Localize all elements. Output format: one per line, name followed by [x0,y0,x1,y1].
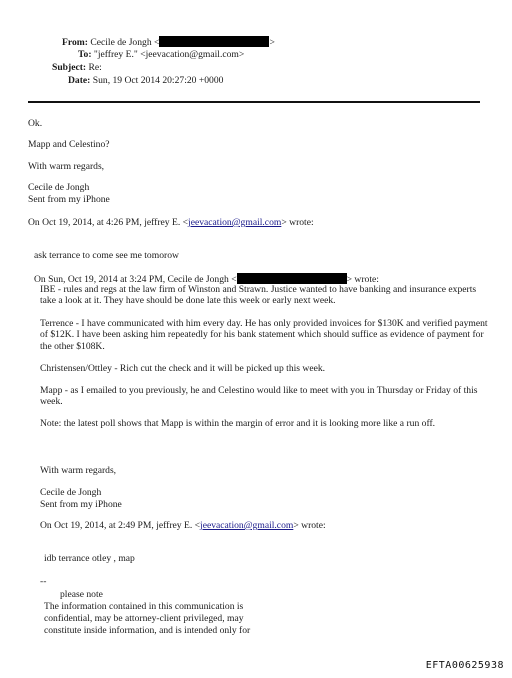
reply2-sig-device: Sent from my iPhone [40,499,122,510]
quote3-intro-pre: On Oct 19, 2014, at 2:49 PM, jeffrey E. < [40,520,201,531]
from-label: From: [62,37,88,48]
quote2-ibe: IBE - rules and regs at the law firm of Winston and Strawn. Justice wanted to have banking and insurance experts take a look at it. They have should be done late this week or early next week. [40,284,477,307]
quote3-separator: -- [40,576,47,587]
quote2-christensen: Christensen/Ottley - Rich cut the check and it will be picked up this week. [40,363,326,374]
quote2-terrence: Terrence - I have communicated with him every day. He has only provided invoices for $130K and verified payment of $12K. I have been asking him repeatedly for his bank statement which should suffice as evidence of payment for the other $108K. [40,318,488,352]
from-value: Cecile de Jongh < [90,37,160,48]
from-tail: > [269,37,275,48]
quote2-intro-post: > wrote: [346,274,379,285]
document-id: EFTA00625938 [425,660,504,671]
date-label: Date: [68,75,91,86]
reply1-question: Mapp and Celestino? [28,139,110,150]
quote3-intro [40,520,326,531]
header-from [62,36,275,48]
header-date [68,75,223,86]
subject-label: Subject: [52,62,87,73]
subject-value: Re: [88,62,102,73]
quote2-note: Note: the latest poll shows that Mapp is within the margin of error and it is looking more like a run off. [40,418,436,429]
quote3-email-link[interactable]: jeevacation@gmail.com [200,520,294,531]
quote3-note-title: please note [60,589,103,600]
quote3-note-line1: The information contained in this communication is [44,601,244,612]
reply1-sig-device: Sent from my iPhone [28,194,110,205]
reply1-sig-name: Cecile de Jongh [28,182,90,193]
quote3-intro-post: > wrote: [293,520,326,531]
reply1-ok: Ok. [28,118,43,129]
quote1-intro-post: > wrote: [281,217,314,228]
quote1-body: ask terrance to come see me tomorow [34,250,179,261]
to-label: To: [78,49,92,60]
reply1-regards: With warm regards, [28,161,105,172]
quote2-intro-pre: On Sun, Oct 19, 2014 at 3:24 PM, Cecile de Jongh < [34,274,237,285]
header-divider [28,101,480,103]
header-subject [52,62,102,73]
quote2-mapp: Mapp - as I emailed to you previously, he and Celestino would like to meet with you in Thursday or Friday of this week. [40,385,478,408]
quote3-note-line2: confidential, may be attorney-client privileged, may [44,613,244,624]
quote1-intro [28,217,314,228]
quote1-email-link[interactable]: jeevacation@gmail.com [188,217,282,228]
reply2-sig-name: Cecile de Jongh [40,487,102,498]
header-to [78,49,244,60]
redaction-block [159,36,269,47]
reply2-regards: With warm regards, [40,465,117,476]
date-value: Sun, 19 Oct 2014 20:27:20 +0000 [92,75,224,86]
quote3-body: idb terrance otley , map [44,553,135,564]
to-value: "jeffrey E." <jeevacation@gmail.com> [93,49,245,60]
quote3-note-line3: constitute inside information, and is intended only for [44,625,251,636]
redaction-block [237,273,347,284]
quote1-intro-pre: On Oct 19, 2014, at 4:26 PM, jeffrey E. < [28,217,189,228]
